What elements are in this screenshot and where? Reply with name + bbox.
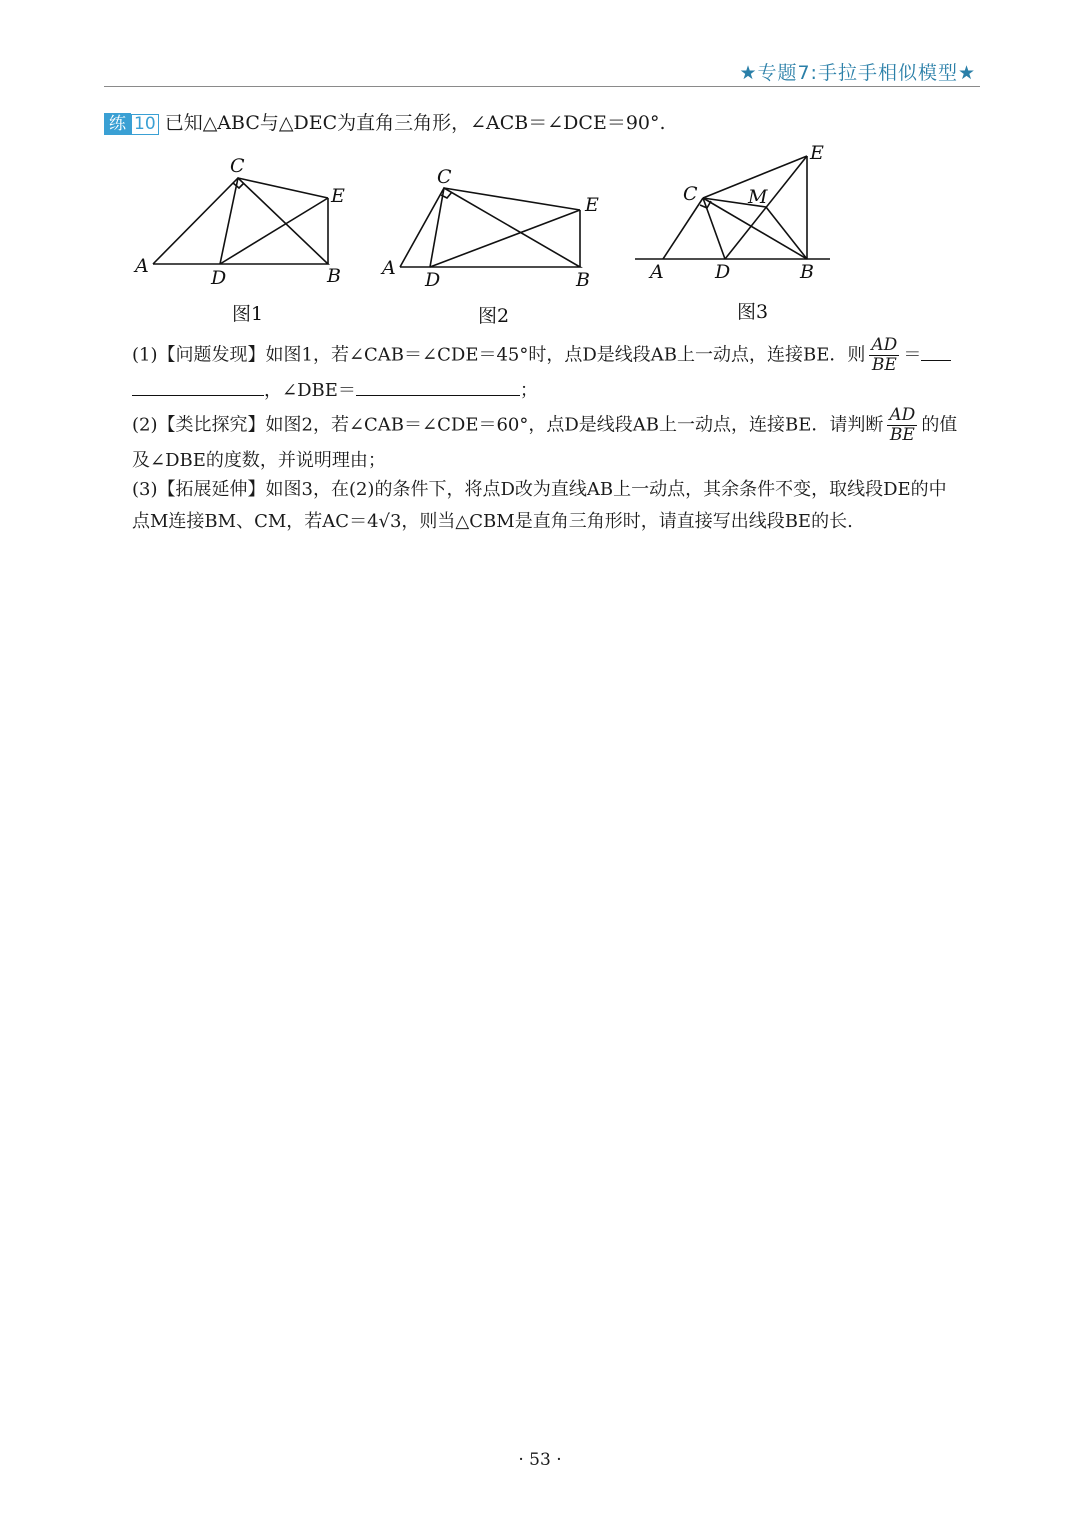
- answer-blank-ratio[interactable]: [132, 377, 264, 396]
- exercise-badge-number: 10: [131, 114, 159, 135]
- fig2-label-b: B: [576, 269, 590, 291]
- fig1-label-a: A: [135, 255, 149, 277]
- chapter-header: ★专题7:手拉手相似模型★: [739, 62, 976, 84]
- part-2-fraction-denominator: BE: [889, 425, 915, 445]
- part-2-fraction: [887, 406, 917, 445]
- header-divider: [104, 86, 980, 87]
- part-3: [132, 474, 980, 538]
- part-1-fraction-numerator: AD: [871, 335, 898, 355]
- figure-2-caption: 图2: [478, 305, 510, 327]
- fig2-label-a: A: [382, 257, 396, 279]
- part-2: [132, 406, 980, 477]
- part-2-fraction-numerator: AD: [889, 405, 916, 425]
- exercise-badge: [104, 113, 159, 135]
- part-2-text-line2: 及∠DBE的度数，并说明理由；: [132, 450, 386, 471]
- part-2-text-tail: 的值: [921, 414, 958, 436]
- fig1-label-e: E: [331, 185, 345, 207]
- part-1-fraction-denominator: BE: [871, 355, 897, 375]
- problem-statement-line: [104, 110, 666, 136]
- fig3-label-b: B: [800, 261, 814, 283]
- fig2-label-c: C: [437, 166, 452, 188]
- fig3-label-c: C: [683, 183, 698, 205]
- figure-1-diagram: [153, 178, 328, 264]
- answer-blank-ratio-start[interactable]: [921, 342, 951, 361]
- page-number: · 53 ·: [518, 1450, 562, 1470]
- part-3-text-line1: (3)【拓展延伸】如图3，在(2)的条件下，将点D改为直线AB上一动点，其余条件不变，取线段DE的中: [132, 479, 947, 500]
- part-1-angle-text: ，∠DBE＝: [264, 380, 356, 401]
- part-2-text: (2)【类比探究】如图2，若∠CAB＝∠CDE＝60°，点D是线段AB上一动点，连接BE．请判断: [132, 414, 884, 436]
- figure-3-caption: 图3: [737, 301, 769, 323]
- fig2-label-e: E: [585, 194, 599, 216]
- part-3-text-line2: 点M连接BM、CM，若AC＝4√3，则当△CBM是直角三角形时，请直接写出线段BE的长.: [132, 511, 853, 532]
- part-1-fraction: [869, 336, 899, 375]
- figure-2-diagram: [400, 188, 580, 267]
- figure-3-diagram: [635, 156, 830, 259]
- figure-1-caption: 图1: [232, 303, 264, 325]
- fig2-label-d: D: [425, 269, 441, 291]
- part-1: [132, 336, 980, 407]
- part-1-equals: ＝: [903, 344, 922, 366]
- fig1-label-c: C: [230, 155, 245, 177]
- fig3-label-m: M: [748, 186, 768, 208]
- exercise-badge-label: 练: [104, 113, 131, 135]
- part-1-end: ；: [519, 380, 538, 401]
- fig1-label-b: B: [327, 265, 341, 287]
- answer-blank-angle[interactable]: [356, 377, 520, 396]
- part-1-text: (1)【问题发现】如图1，若∠CAB＝∠CDE＝45°时，点D是线段AB上一动点，连接BE．则: [132, 344, 866, 366]
- fig3-label-d: D: [715, 261, 731, 283]
- fig1-label-d: D: [211, 267, 227, 289]
- problem-statement: 已知△ABC与△DEC为直角三角形，∠ACB＝∠DCE＝90°.: [164, 112, 666, 134]
- fig3-label-e: E: [810, 142, 824, 164]
- fig3-label-a: A: [650, 261, 664, 283]
- geometry-figures: [0, 140, 1080, 335]
